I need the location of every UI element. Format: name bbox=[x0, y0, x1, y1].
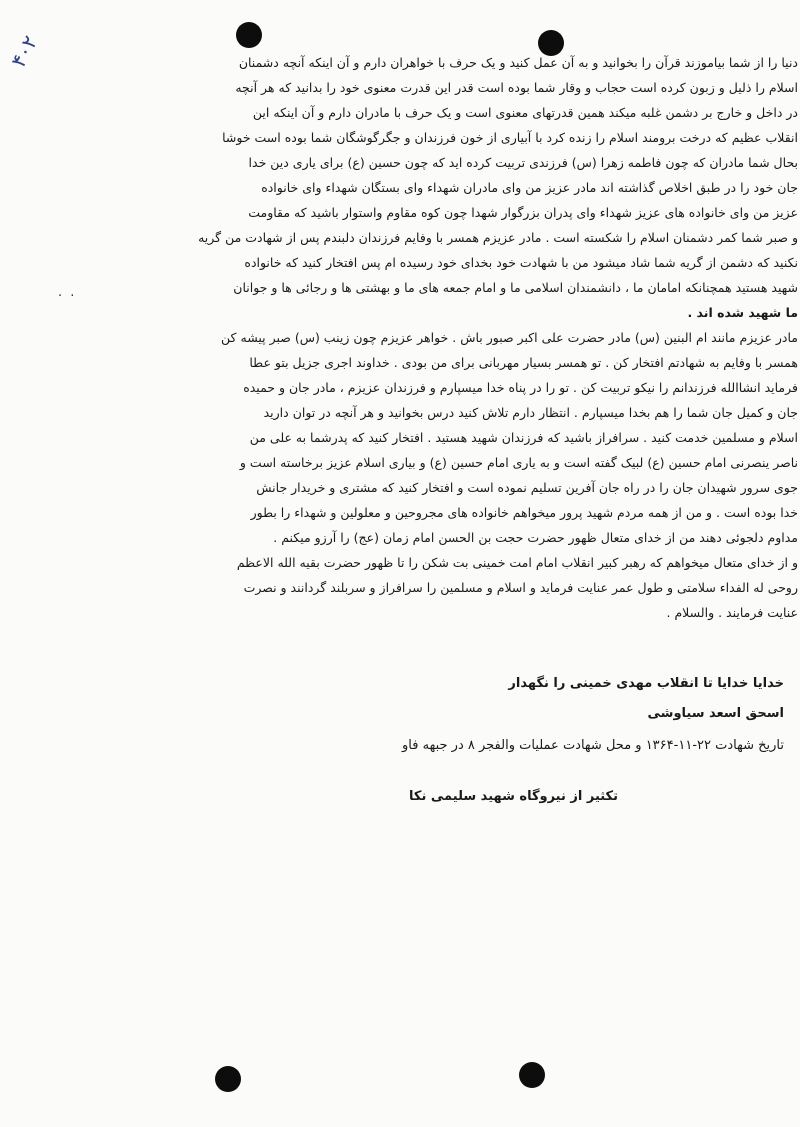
footer-credit: تکثیر از نیروگاه شهید سلیمی نکا bbox=[409, 789, 618, 804]
text-line: بحال شما مادران که چون فاطمه زهرا (س) فرزندی تربیت کرده اید که چون حسین (ع) برای یاری دین خدا bbox=[248, 155, 798, 170]
martyrdom-date-line: تاریخ شهادت ۲۲-۱۱-۱۳۶۴ و محل شهادت عملیات والفجر ۸ در جبهه فاو bbox=[402, 738, 784, 753]
letter-body bbox=[118, 50, 798, 625]
text-line: انقلاب عظیم که درخت برومند اسلام را زنده کرد با آبیاری از خون فرزندان و جگرگوشگان شما بوده است خوشا bbox=[222, 130, 798, 145]
text-line: عزیز من وای خانواده های عزیز شهداء وای پدران بزرگوار شهدا چون کوه مقاوم واستوار باشید که مقاومت bbox=[248, 205, 798, 220]
text-line: مادر عزیزم مانند ام البنین (س) مادر حضرت علی اکبر صبور باش . خواهر عزیزم چون زینب (س) صبر پیشه کن bbox=[221, 330, 798, 345]
text-line: در داخل و خارج بر دشمن غلبه میکند همین قدرتهای معنوی است و یک حرف با مادران دارم و آن اینکه این bbox=[252, 105, 798, 120]
text-line: شهید هستید همچنانکه امامان ما ، دانشمندان اسلامی ما و امام جمعه های ما و بهشتی ها و رجائی ها و جوانان bbox=[233, 280, 798, 295]
text-line: و از خدای متعال میخواهم که رهبر کبیر انقلاب امام امت خمینی بت شکن را تا ظهور حضرت بقیه الله الاعظم bbox=[236, 555, 798, 570]
text-line: اسلام را ذلیل و زبون کرده است حجاب و وقار شما بوده است قدر این قدرت معنوی خود را بدانید که هر آنچه bbox=[235, 80, 798, 95]
text-line: اسلام و مسلمین خدمت کنید . سرافراز باشید که فرزندان شهید هستید . افتخار کنید که پدرشما به علی من bbox=[249, 430, 798, 445]
margin-marks: . . bbox=[58, 285, 77, 300]
text-line: خدا بوده است . و من از همه مردم شهید پرور میخواهم خانواده های مجروحین و معلولین و شهداء را بطور bbox=[250, 505, 798, 520]
closing-prayer: خدایا خدایا تا انقلاب مهدی خمینی را نگهدار bbox=[508, 676, 784, 691]
text-line: فرماید انشاالله فرزندانم را نیکو تربیت کن . تو را در پناه خدا میسپارم و فرزندان عزیزم ، مادر جان و حمیده bbox=[243, 380, 798, 395]
punch-hole bbox=[215, 1066, 241, 1092]
handwritten-page-number: ۴۰۲ bbox=[6, 31, 43, 72]
punch-hole bbox=[519, 1062, 545, 1088]
text-line: عنایت فرمایند . والسلام . bbox=[666, 605, 798, 620]
text-line: دنیا را از شما بیاموزند قرآن را بخوانید و به آن عمل کنید و یک حرف با خواهران دارم و آن اینکه آنچه دشمنان bbox=[238, 55, 798, 70]
text-line: جوی سرور شهیدان جان را در راه جان آفرین تسلیم نموده است و افتخار کنید که مشتری و خریدار جانش bbox=[256, 480, 798, 495]
text-line: روحی له الفداء سلامتی و طول عمر عنایت فرماید و اسلام و مسلمین را سرافراز و سربلند گردانند و نصرت bbox=[243, 580, 798, 595]
text-line: نکنید که دشمن از گریه شما شاد میشود من با شهادت خود بخدای خود رسیده ام پس افتخار کنید که خانواده bbox=[244, 255, 798, 270]
text-line: جان و کمیل جان شما را هم بخدا میسپارم . انتظار دارم تلاش کنید درس بخوانید و هر آنچه در توان دارید bbox=[263, 405, 798, 420]
text-line: جان خود را در طبق اخلاص گذاشته اند مادر عزیز من وای مادران شهداء وای بستگان شهداء وای خانواده bbox=[261, 180, 798, 195]
text-line: و صبر شما کمر دشمنان اسلام را شکسته است . مادر عزیزم همسر با وفایم فرزندان دلبندم پس از شهادت من گریه bbox=[198, 230, 798, 245]
text-line: ناصر ینصرنی امام حسین (ع) لبیک گفته است و به یاری امام حسین (ع) و بیاری اسلام عزیز برخاسته است و bbox=[239, 455, 798, 470]
punch-hole bbox=[236, 22, 262, 48]
text-line: ما شهید شده اند . bbox=[687, 305, 798, 320]
signature-name: اسحق اسعد سیاوشی bbox=[647, 706, 784, 721]
text-line: مداوم دلجوئی دهند من از خدای متعال ظهور حضرت حجت بن الحسن امام زمان (عج) را آرزو میکنم . bbox=[273, 530, 798, 545]
text-line: همسر با وفایم به شهادتم افتخار کن . تو همسر بسیار مهربانی برای من بودی . خداوند اجری جزیل بتو عطا bbox=[249, 355, 798, 370]
